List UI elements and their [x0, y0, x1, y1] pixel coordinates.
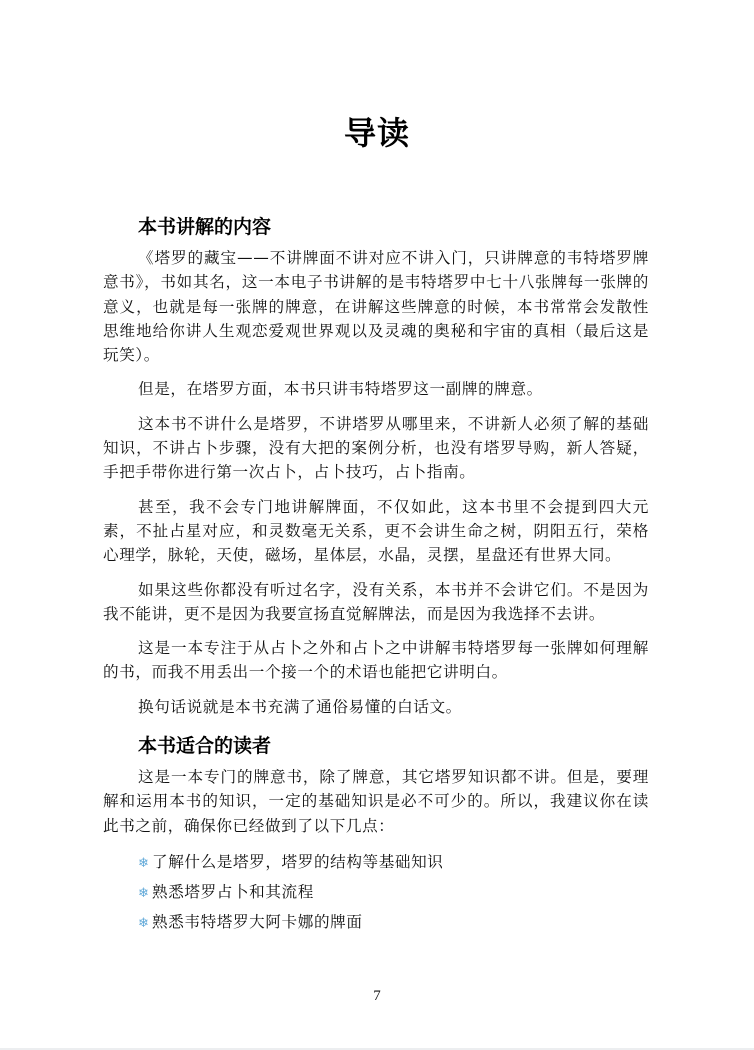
section-heading: 本书适合的读者	[138, 735, 272, 758]
paragraph: 换句话说就是本书充满了通俗易懂的白话文。	[138, 697, 462, 716]
page-content	[103, 212, 649, 938]
list-item-text: 熟悉塔罗占卜和其流程	[152, 882, 314, 901]
page-title: 导读	[343, 114, 410, 152]
paragraph: 《塔罗的藏宝——不讲牌面不讲对应不讲入门，只讲牌意的韦特塔罗牌意书》，书如其名，这一本电子书讲解的是韦特塔罗中七十八张牌每一张牌的意义，也就是每一张牌的牌意，在讲解这些牌意的时候，本书常常会发散性思维地给你讲人生观恋爱观世界观以及灵魂的奥秘和宇宙的真相（最后这是玩笑）。	[103, 249, 649, 365]
paragraph: 这是一本专门的牌意书，除了牌意，其它塔罗知识都不讲。但是，要理解和运用本书的知识，一定的基础知识是必不可少的。所以，我建议你在读此书之前，确保你已经做到了以下几点：	[103, 768, 649, 835]
section-target-readers	[103, 731, 649, 938]
paragraph: 这是一本专注于从占卜之外和占卜之中讲解韦特塔罗每一张牌如何理解的书，而我不用丢出一个接一个的术语也能把它讲明白。	[103, 639, 649, 682]
page-number: 7	[373, 988, 381, 1004]
list-item	[138, 848, 649, 878]
paragraph: 甚至，我不会专门地讲解牌面，不仅如此，这本书里不会提到四大元素，不扯占星对应，和灵数毫无关系，更不会讲生命之树，阴阳五行，荣格心理学，脉轮，天使，磁场，星体层，水晶，灵摆，星盘还有世界大同。	[103, 497, 649, 565]
snowflake-bullet-icon: ❄	[138, 915, 150, 931]
list-item-text: 熟悉韦特塔罗大阿卡娜的牌面	[152, 912, 363, 931]
section-heading: 本书讲解的内容	[138, 216, 272, 238]
paragraph: 这本书不讲什么是塔罗，不讲塔罗从哪里来，不讲新人必须了解的基础知识，不讲占卜步骤，没有大把的案例分析，也没有塔罗导购，新人答疑，手把手带你进行第一次占卜，占卜技巧，占卜指南。	[103, 414, 649, 482]
section-content-overview	[103, 212, 649, 719]
paragraph: 如果这些你都没有听过名字，没有关系，本书并不会讲它们。不是因为我不能讲，更不是因为我要宣扬直觉解牌法，而是因为我选择不去讲。	[103, 580, 649, 623]
list-item-text: 了解什么是塔罗，塔罗的结构等基础知识	[152, 852, 444, 871]
prerequisite-list	[103, 848, 649, 938]
paragraph: 但是，在塔罗方面，本书只讲韦特塔罗这一副牌的牌意。	[138, 380, 543, 399]
list-item	[138, 908, 649, 938]
snowflake-bullet-icon: ❄	[138, 885, 150, 901]
snowflake-bullet-icon: ❄	[138, 855, 150, 871]
list-item	[138, 878, 649, 908]
